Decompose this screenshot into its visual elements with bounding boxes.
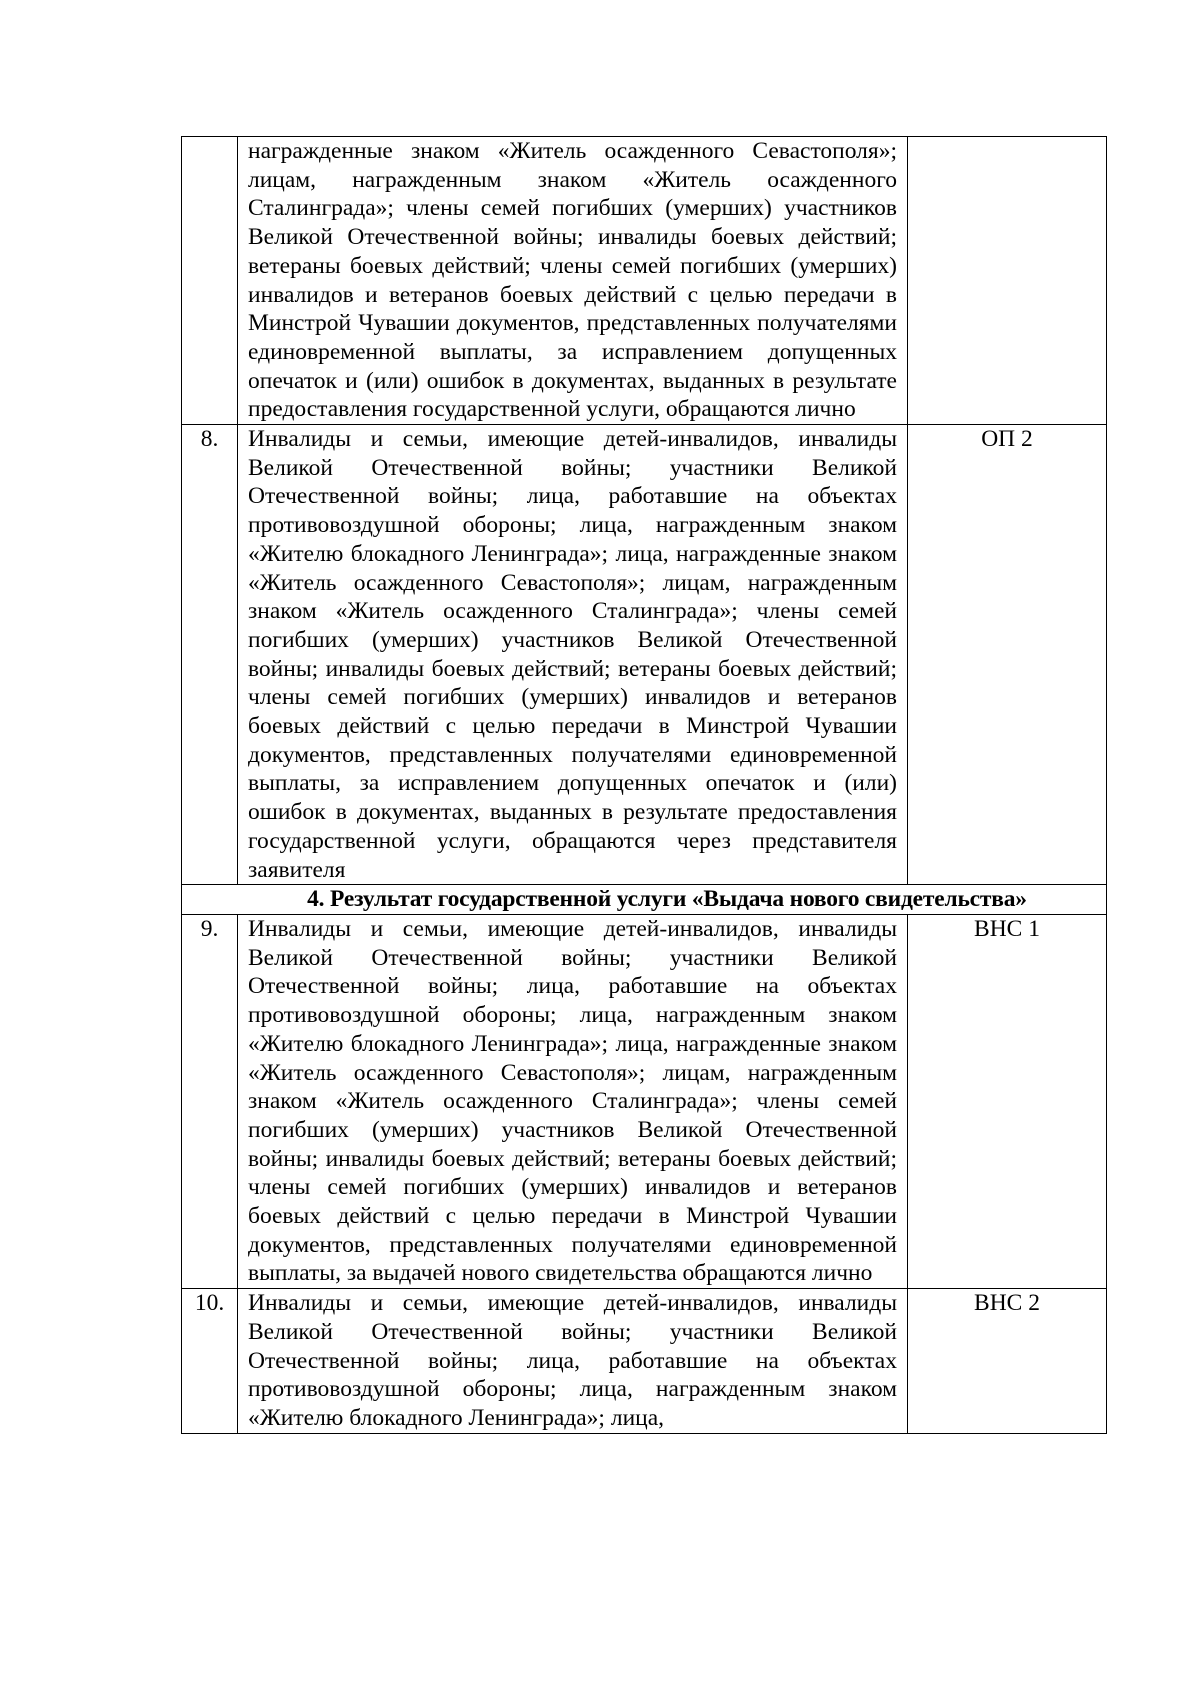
services-table	[181, 136, 1107, 1434]
table-row	[182, 1289, 1107, 1434]
row-number	[182, 137, 238, 425]
row-number: 8.	[182, 425, 238, 885]
row-description: Инвалиды и семьи, имеющие детей-инвалидов, инвалиды Великой Отечественной войны; участники Великой Отечественной войны; лица, работавшие на объектах противовоздушной обороны; лица, награжденным знаком «Жителю блокадного Ленинграда»; лица, награжденные знаком «Житель осажденного Севастополя»; лицам, награжденным знаком «Житель осажденного Сталинграда»; члены семей погибших (умерших) участников Великой Отечественной войны; инвалиды боевых действий; ветераны боевых действий; члены семей погибших (умерших) инвалидов и ветеранов боевых действий с целью передачи в Минстрой Чувашии документов, представленных получателями единовременной выплаты, за исправлением допущенных опечаток и (или) ошибок в документах, выданных в результате предоставления государственной услуги, обращаются через представителя заявителя	[238, 425, 908, 885]
row-code: ОП 2	[908, 425, 1107, 885]
table-row	[182, 137, 1107, 425]
row-description: Инвалиды и семьи, имеющие детей-инвалидов, инвалиды Великой Отечественной войны; участники Великой Отечественной войны; лица, работавшие на объектах противовоздушной обороны; лица, награжденным знаком «Жителю блокадного Ленинграда»; лица, награжденные знаком «Житель осажденного Севастополя»; лицам, награжденным знаком «Житель осажденного Сталинграда»; члены семей погибших (умерших) участников Великой Отечественной войны; инвалиды боевых действий; ветераны боевых действий; члены семей погибших (умерших) инвалидов и ветеранов боевых действий с целью передачи в Минстрой Чувашии документов, представленных получателями единовременной выплаты, за выдачей нового свидетельства обращаются лично	[238, 914, 908, 1288]
row-number: 9.	[182, 914, 238, 1288]
row-code: ВНС 2	[908, 1289, 1107, 1434]
table-row	[182, 425, 1107, 885]
section-title: 4. Результат государственной услуги «Выдача нового свидетельства»	[182, 885, 1107, 915]
section-header-row	[182, 885, 1107, 915]
table-row	[182, 914, 1107, 1288]
row-description: награжденные знаком «Житель осажденного Севастополя»; лицам, награжденным знаком «Житель осажденного Сталинграда»; члены семей погибших (умерших) участников Великой Отечественной войны; инвалиды боевых действий; ветераны боевых действий; члены семей погибших (умерших) инвалидов и ветеранов боевых действий с целью передачи в Минстрой Чувашии документов, представленных получателями единовременной выплаты, за исправлением допущенных опечаток и (или) ошибок в документах, выданных в результате предоставления государственной услуги, обращаются лично	[238, 137, 908, 425]
row-description: Инвалиды и семьи, имеющие детей-инвалидов, инвалиды Великой Отечественной войны; участники Великой Отечественной войны; лица, работавшие на объектах противовоздушной обороны; лица, награжденным знаком «Жителю блокадного Ленинграда»; лица,	[238, 1289, 908, 1434]
row-number: 10.	[182, 1289, 238, 1434]
row-code: ВНС 1	[908, 914, 1107, 1288]
row-code	[908, 137, 1107, 425]
